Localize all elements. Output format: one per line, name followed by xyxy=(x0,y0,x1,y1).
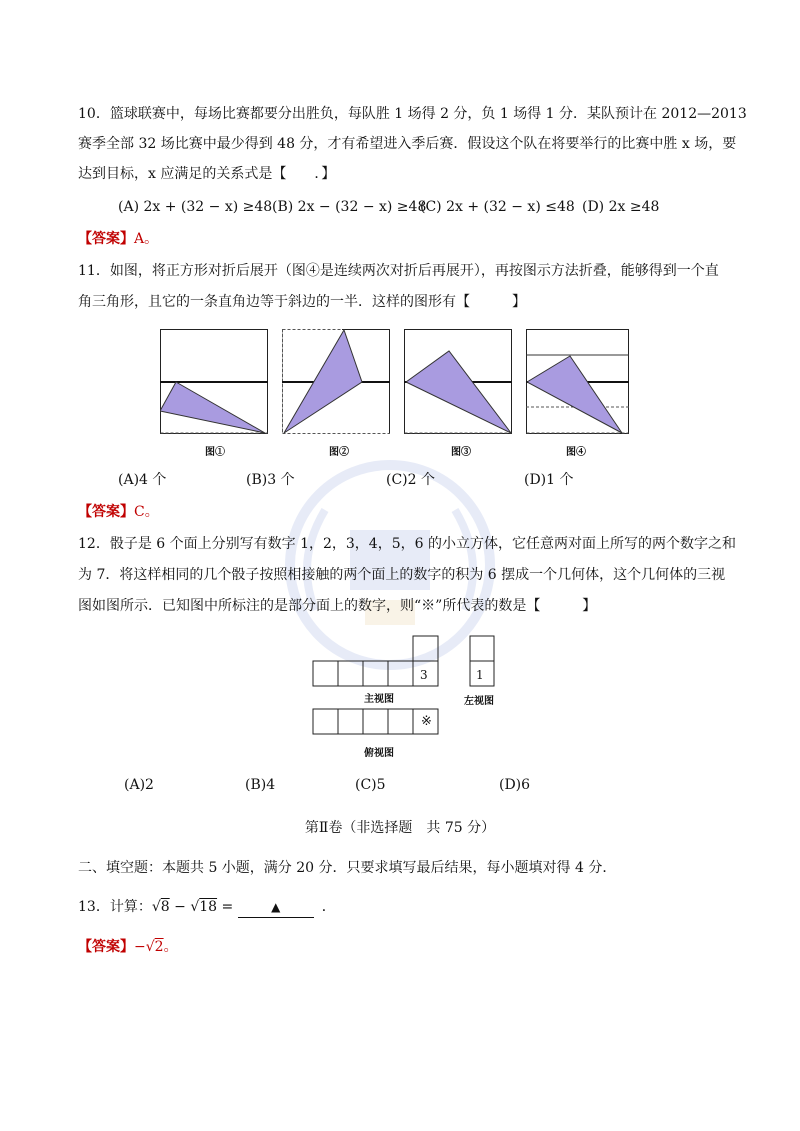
q11-caption-1: 图① xyxy=(205,447,225,458)
q10-line-1: 10．篮球联赛中，每场比赛都要分出胜负，每队胜 1 场得 2 分，负 1 场得 1 分．某队预计在 2012—2013 xyxy=(78,106,747,122)
sqrt-sign: √ xyxy=(145,939,155,955)
q11-figure-3-triangle xyxy=(406,351,511,433)
q11-figure-4 xyxy=(526,329,632,435)
q10-option-b: (B) 2x − (32 − x) ≥48 xyxy=(272,199,427,215)
q11-caption-4: 图④ xyxy=(566,447,586,458)
q13-radicand-a: 8 xyxy=(160,899,170,915)
section-heading: 二、填空题：本题共 5 小题，满分 20 分．只要求填写最后结果，每小题填对得 4 分． xyxy=(78,860,617,876)
q11-option-b: (B)3 个 xyxy=(246,472,295,488)
q11-option-c: (C)2 个 xyxy=(386,472,435,488)
q12-option-b: (B)4 xyxy=(245,777,276,793)
q11-figure-1-triangle xyxy=(160,382,265,433)
q12-unknown-symbol: ※ xyxy=(421,714,432,729)
q13-answer xyxy=(78,937,178,957)
answer-neg: − xyxy=(134,939,146,955)
q10-option-d: (D) 2x ≥48 xyxy=(582,199,660,215)
part2-title: 第Ⅱ卷（非选择题 共 75 分） xyxy=(304,820,496,836)
answer-value: A。 xyxy=(134,231,159,247)
q13-minus: − xyxy=(169,899,191,915)
q13-equals: = xyxy=(217,899,238,915)
q12-left-view-label: 左视图 xyxy=(464,696,494,707)
q11-caption-2: 图② xyxy=(329,447,349,458)
q13-question xyxy=(78,897,336,918)
q11-answer xyxy=(78,502,159,522)
q11-figure-3 xyxy=(404,329,512,435)
q13-blank[interactable]: ▲ xyxy=(238,897,314,918)
q12-option-d: (D)6 xyxy=(499,777,531,793)
answer-tag: 【答案】 xyxy=(78,504,134,520)
q10-option-a: (A) 2x + (32 − x) ≥48 xyxy=(118,199,273,215)
sqrt-sign: √ xyxy=(151,899,161,915)
q13-suffix: ． xyxy=(321,899,336,915)
q11-figure-1 xyxy=(160,329,268,435)
q12-left-number: 1 xyxy=(476,668,484,682)
q11-caption-3: 图③ xyxy=(451,447,471,458)
answer-value: C。 xyxy=(134,504,159,520)
q12-line-1: 12．骰子是 6 个面上分别写有数字 1，2，3，4，5，6 的小立方体，它任意两对面上所写的两个数字之和 xyxy=(78,536,736,552)
q10-line-3: 达到目标，x 应满足的关系式是【 ．】 xyxy=(78,166,336,182)
q11-figure-2 xyxy=(282,329,390,435)
answer-end: 。 xyxy=(163,939,178,955)
sqrt-sign: √ xyxy=(190,899,200,915)
q13-radicand-b: 18 xyxy=(199,899,218,915)
q12-line-2: 为 7．将这样相同的几个骰子按照相接触的两个面上的数字的积为 6 摆成一个几何体，这个几何体的三视 xyxy=(78,567,726,583)
q11-line-2: 角三角形，且它的一条直角边等于斜边的一半．这样的图形有【 】 xyxy=(78,294,526,310)
q11-figure-4-triangle xyxy=(527,356,622,433)
q10-line-2: 赛季全部 32 场比赛中最少得到 48 分，才有希望进入季后赛．假设这个队在将要举行的比赛中胜 x 场，要 xyxy=(78,136,737,152)
q10-answer xyxy=(78,229,158,249)
answer-tag: 【答案】 xyxy=(78,939,134,955)
q12-top-view-label: 俯视图 xyxy=(364,748,394,759)
q13-prefix: 13．计算： xyxy=(78,899,152,915)
q11-option-d: (D)1 个 xyxy=(524,472,574,488)
q12-option-a: (A)2 xyxy=(124,777,154,793)
q12-line-3: 图如图所示．已知图中所标注的是部分面上的数字，则“※”所代表的数是【 】 xyxy=(78,598,597,614)
q12-option-c: (C)5 xyxy=(355,777,386,793)
q12-front-view-label: 主视图 xyxy=(364,694,394,705)
answer-tag: 【答案】 xyxy=(78,231,134,247)
q11-line-1: 11．如图，将正方形对折后展开（图④是连续两次对折后再展开），再按图示方法折叠，能够得到一个直 xyxy=(78,263,719,279)
q12-front-number: 3 xyxy=(420,668,428,682)
q10-option-c: (C) 2x + (32 − x) ≤48 xyxy=(420,199,575,215)
q11-option-a: (A)4 个 xyxy=(118,472,167,488)
answer-radicand: 2 xyxy=(154,939,164,955)
q12-three-views xyxy=(312,634,512,740)
